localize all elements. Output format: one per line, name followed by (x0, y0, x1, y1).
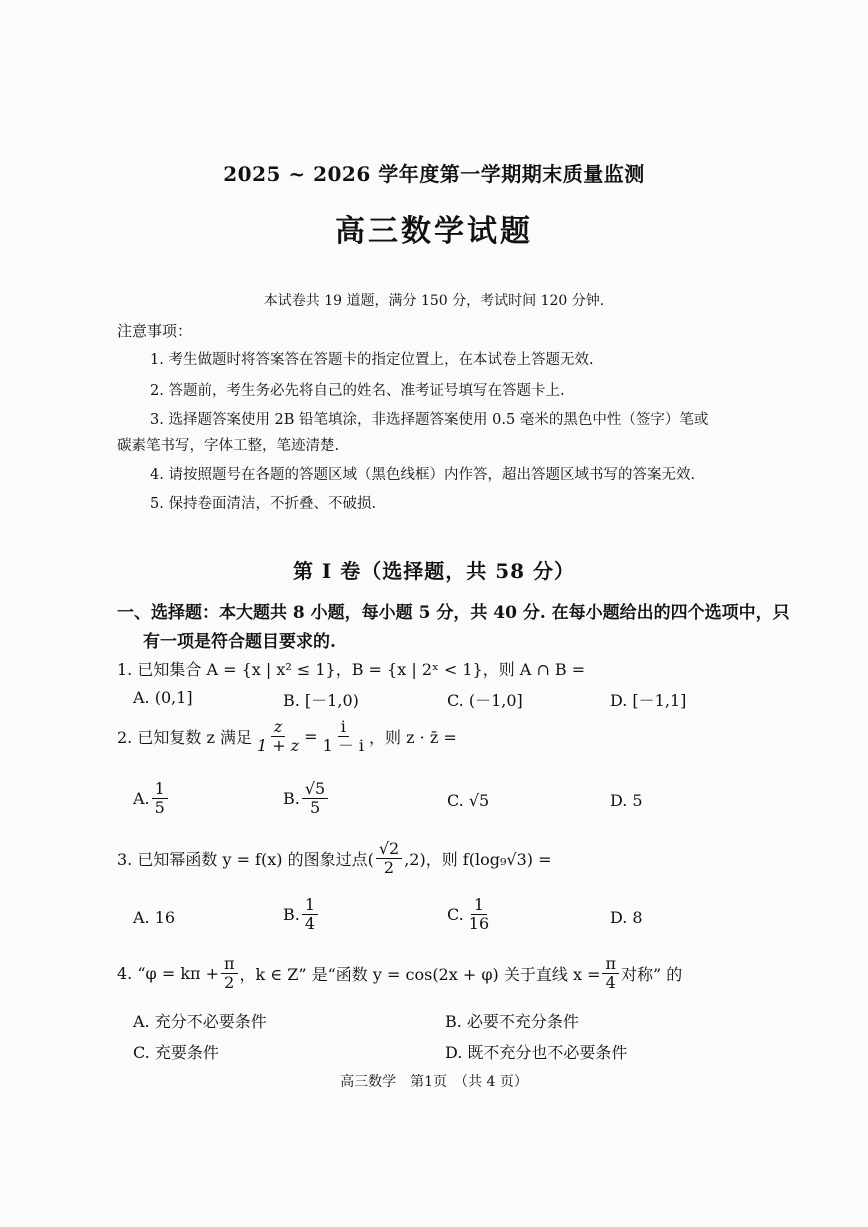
q4-pi-half-den: 2 (224, 973, 235, 993)
q3-suffix: ,2)，则 f(log₉√3) = (404, 850, 552, 870)
q2-frac1-den: 1 + z (256, 736, 300, 756)
q4-pi-quarter-num: π (602, 955, 619, 974)
question-1-stem: 1. 已知集合 A = {x | x² ≤ 1}，B = {x | 2ˣ < 1}，则 A ∩ B = (117, 660, 586, 679)
q3-option-c (447, 896, 494, 934)
q3-point-num: √2 (376, 840, 402, 859)
q3-option-b-frac (302, 896, 318, 934)
q3-prefix: 3. 已知幂函数 y = f(x) 的图象过点( (117, 850, 374, 870)
q2-option-b-num: √5 (302, 780, 328, 799)
q1-option-b: B. [－1,0) (283, 691, 359, 710)
q3-option-b-label: B. (283, 905, 300, 925)
q3-option-c-num: 1 (471, 896, 487, 915)
q2-option-b-den: 5 (309, 798, 321, 818)
q3-option-d: D. 8 (610, 908, 643, 927)
q3-option-a: A. 16 (133, 908, 176, 927)
q4-pi-half-num: π (221, 955, 238, 974)
q2-option-c: C. √5 (447, 791, 490, 810)
notice-item-4: 4. 请按照题号在各题的答题区域（黑色线框）内作答，超出答题区域书写的答案无效. (150, 467, 696, 483)
q4-option-b: B. 必要不充分条件 (445, 1012, 579, 1031)
q2-option-b (283, 780, 330, 818)
q4-pi-half (221, 955, 238, 993)
q2-option-b-label: B. (283, 789, 300, 809)
question-2-stem (117, 718, 457, 756)
q2-frac2-num: i (338, 718, 349, 737)
exam-info: 本试卷共 19 道题，满分 150 分，考试时间 120 分钟. (263, 293, 605, 309)
exam-title: 2025 ~ 2026 学年度第一学期期末质量监测 (223, 162, 645, 186)
section-heading: 一、选择题：本大题共 8 小题，每小题 5 分，共 40 分. 在每小题给出的四个选项中，只 (117, 603, 790, 623)
q3-option-b (283, 896, 320, 934)
q1-option-c: C. (－1,0] (447, 691, 523, 710)
q4-pi-quarter-den: 4 (605, 973, 616, 993)
q3-option-c-label: C. (447, 905, 464, 925)
subject-title: 高三数学试题 (335, 214, 533, 249)
q1-option-d: D. [－1,1] (610, 691, 687, 710)
q4-option-d: D. 既不充分也不必要条件 (445, 1043, 628, 1062)
notice-heading: 注意事项： (117, 322, 193, 340)
q4-pi-quarter (602, 955, 619, 993)
q4-option-a: A. 充分不必要条件 (133, 1012, 267, 1031)
q2-option-a-label: A. (133, 789, 150, 809)
q2-equals: = (304, 727, 318, 747)
q3-option-c-frac (466, 896, 492, 934)
q2-frac2-den: 1 － i (322, 736, 365, 756)
q2-fraction-1 (254, 718, 302, 756)
notice-item-3: 3. 选择题答案使用 2B 铅笔填涂，非选择题答案使用 0.5 毫米的黑色中性（签字）笔或 (150, 412, 709, 428)
q2-suffix: ，则 z · z̄ = (369, 728, 457, 748)
notice-item-3-cont: 碳素笔书写，字体工整，笔迹清楚. (117, 438, 340, 454)
q2-option-b-frac (302, 780, 328, 818)
q4-option-c: C. 充要条件 (133, 1043, 219, 1062)
q3-option-c-den: 16 (468, 914, 490, 934)
q1-option-a: A. (0,1] (133, 688, 193, 707)
q2-option-a-frac (152, 780, 168, 818)
section-heading-cont: 有一项是符合题目要求的. (143, 632, 336, 652)
page-footer: 高三数学 第1页 （共 4 页） (340, 1074, 528, 1090)
notice-item-2: 2. 答题前，考生务必先将自己的姓名、准考证号填写在答题卡上. (150, 383, 565, 399)
part-title: 第 Ⅰ 卷（选择题，共 58 分） (292, 559, 576, 583)
q3-point-frac (376, 840, 402, 878)
q3-option-b-den: 4 (304, 914, 316, 934)
q4-mid: ，k ∈ Z” 是“函数 y = cos(2x + φ) 关于直线 x = (239, 965, 601, 985)
question-3-stem (117, 840, 551, 878)
notice-item-1: 1. 考生做题时将答案答在答题卡的指定位置上，在本试卷上答题无效. (150, 352, 594, 368)
q4-prefix: 4. “φ = kπ + (117, 964, 220, 984)
q2-option-a-den: 5 (154, 798, 165, 818)
q4-suffix: 对称” 的 (621, 965, 683, 985)
question-4-stem (117, 955, 682, 993)
notice-item-5: 5. 保持卷面清洁，不折叠、不破损. (150, 496, 377, 512)
q2-option-a (133, 780, 170, 818)
q2-fraction-2 (320, 718, 367, 756)
q2-prefix: 2. 已知复数 z 满足 (117, 728, 252, 748)
q2-frac1-num: z (271, 718, 285, 737)
q3-point-den: 2 (383, 858, 395, 878)
q2-option-d: D. 5 (610, 791, 643, 810)
q3-option-b-num: 1 (302, 896, 318, 915)
q2-option-a-num: 1 (152, 780, 168, 799)
